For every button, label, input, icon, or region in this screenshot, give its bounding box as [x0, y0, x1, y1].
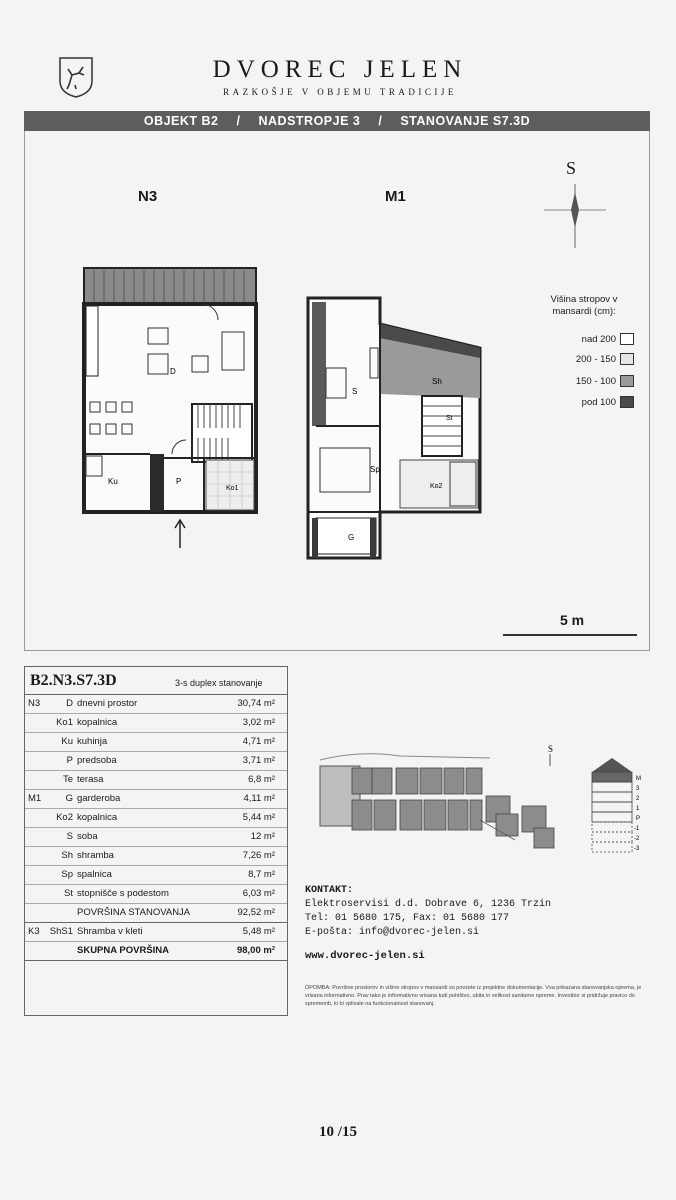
row-name: kuhinja: [77, 736, 108, 747]
room-label-ku: Ku: [108, 477, 118, 486]
row-area: 8,7 m²: [248, 869, 275, 880]
legend-item-label: pod 100: [581, 396, 616, 408]
room-label-d: D: [170, 367, 176, 376]
apartment-banner: [24, 111, 650, 131]
legend-item: [534, 395, 634, 409]
legend-item-label: 150 - 100: [575, 375, 616, 387]
table-rows: [25, 694, 287, 961]
row-name: SKUPNA POVRŠINA: [77, 945, 170, 956]
compass-label: S: [566, 158, 577, 178]
row-code: G: [65, 793, 73, 804]
site-level-label: 1: [636, 806, 640, 812]
row-area: 30,74 m²: [237, 698, 275, 709]
banner-apartment: STANOVANJE S7.3D: [400, 114, 531, 128]
row-name: dnevni prostor: [77, 698, 138, 709]
row-code: S: [66, 831, 73, 842]
contact-block: [305, 884, 551, 940]
legend-swatch: [620, 353, 634, 365]
row-code: Ko1: [56, 717, 73, 728]
row-section: N3: [28, 698, 41, 709]
legend-swatch: [620, 396, 634, 408]
row-code: ShS1: [49, 926, 73, 937]
site-compass-label: S: [548, 744, 554, 754]
banner-separator: /: [378, 114, 383, 128]
brand-tagline: RAZKOŠJE V OBJEMU TRADICIJE: [223, 87, 457, 97]
legend-swatch: [620, 375, 634, 387]
table-row: [25, 752, 287, 771]
website-link[interactable]: www.dvorec-jelen.si: [305, 950, 425, 962]
table-row: [25, 923, 287, 942]
floor-label-n3: N3: [138, 188, 158, 205]
legend-item: [534, 352, 634, 366]
disclaimer-note: OPOMBA: Površine prostorov in višine stropov v mansardi so povzete iz projektne dokumentacije. Vsa prikazana stanovanjska oprema, je vrisana informativno. Prav tako je informativno vrisana tudi pohištvo, ubita in velikost sanitarne opreme. Investitor si pridržuje pravico do sprememb, ki bi vplivale na funkcionalnost stanovanj.: [305, 985, 642, 1007]
scale-label: 5 m: [560, 612, 585, 628]
page-number: 10 /15: [319, 1124, 357, 1140]
row-code: Ku: [61, 736, 73, 747]
row-area: 98,00 m²: [236, 945, 275, 956]
site-level-label: M: [636, 776, 641, 782]
deer-logo-icon: [57, 55, 95, 99]
row-section: K3: [28, 926, 40, 937]
row-name: kopalnica: [77, 812, 118, 823]
row-name: stopnišče s podestom: [77, 888, 169, 899]
table-row: [25, 942, 287, 961]
contact-email[interactable]: E-pošta: info@dvorec-jelen.si: [305, 927, 480, 938]
room-label-g: G: [348, 533, 355, 542]
table-title: B2.N3.S7.3D: [30, 672, 117, 689]
site-level-label: -1: [634, 826, 640, 832]
table-row: [25, 733, 287, 752]
site-level-label: P: [636, 816, 641, 822]
legend-item: [534, 374, 634, 388]
contact-phone: Tel: 01 5680 175, Fax: 01 5680 177: [305, 913, 510, 924]
row-area: 3,71 m²: [242, 755, 275, 766]
banner-object: OBJEKT B2: [143, 114, 219, 128]
row-area: 4,71 m²: [242, 736, 275, 747]
brand-name: DVOREC JELEN: [212, 56, 468, 83]
floor-plans: [80, 258, 500, 568]
row-name: shramba: [77, 850, 114, 861]
compass-rose-icon: [540, 182, 610, 252]
row-area: 7,26 m²: [242, 850, 275, 861]
table-row: [25, 847, 287, 866]
table-row: [25, 695, 287, 714]
row-name: kopalnica: [77, 717, 118, 728]
row-code: P: [66, 755, 73, 766]
row-area: 12 m²: [250, 831, 275, 842]
legend-item-label: 200 - 150: [575, 353, 616, 365]
row-code: Te: [62, 774, 73, 785]
room-label-ko1: Ko1: [226, 485, 239, 492]
ceiling-height-legend-title: Višina stropov v mansardi (cm):: [550, 294, 618, 317]
table-row: [25, 714, 287, 733]
table-row: [25, 771, 287, 790]
row-area: 92,52 m²: [237, 907, 275, 918]
row-area: 5,44 m²: [242, 812, 275, 823]
area-table: [24, 666, 288, 1016]
row-area: 4,11 m²: [243, 793, 275, 804]
table-row: [25, 790, 287, 809]
table-row: [25, 885, 287, 904]
contact-company: Elektroservisi d.d. Dobrave 6, 1236 Trzin: [305, 899, 552, 910]
row-name: predsoba: [77, 755, 117, 766]
row-area: 5,48 m²: [242, 926, 275, 937]
row-area: 6,8 m²: [248, 774, 275, 785]
contact-heading: KONTAKT:: [305, 885, 354, 896]
row-name: soba: [77, 831, 98, 842]
room-label-sp: Sp: [370, 465, 380, 474]
room-label-ko2: Ko2: [430, 483, 443, 490]
row-name: garderoba: [77, 793, 121, 804]
room-label-sh: Sh: [432, 377, 442, 386]
row-code: Sp: [61, 869, 73, 880]
table-row: [25, 828, 287, 847]
row-area: 6,03 m²: [242, 888, 275, 899]
row-name: spalnica: [77, 869, 112, 880]
banner-floor: NADSTROPJE 3: [258, 114, 361, 128]
row-section: M1: [28, 793, 42, 804]
row-code: St: [64, 888, 73, 899]
scale-bar: [503, 634, 637, 636]
legend-item-label: nad 200: [581, 333, 616, 345]
row-code: D: [66, 698, 73, 709]
row-name: Shramba v kleti: [77, 926, 143, 937]
site-level-label: -2: [634, 836, 640, 842]
legend-swatch: [620, 333, 634, 345]
site-plan: [300, 690, 650, 870]
row-code: Ko2: [56, 812, 73, 823]
site-level-label: 2: [636, 796, 640, 802]
room-label-st: St: [446, 415, 453, 422]
site-level-label: 3: [636, 786, 640, 792]
floor-label-m1: M1: [385, 188, 406, 205]
table-row: [25, 866, 287, 885]
row-area: 3,02 m²: [242, 717, 275, 728]
row-name: terasa: [77, 774, 104, 785]
table-row: [25, 809, 287, 828]
table-row: [25, 904, 287, 923]
row-name: POVRŠINA STANOVANJA: [77, 907, 191, 918]
room-label-p: P: [176, 477, 182, 486]
row-code: Sh: [61, 850, 73, 861]
table-subtitle: 3-s duplex stanovanje: [175, 678, 263, 688]
banner-separator: /: [236, 114, 241, 128]
room-label-s: S: [352, 387, 358, 396]
site-level-label: -3: [634, 846, 640, 852]
legend-item: [534, 332, 634, 346]
